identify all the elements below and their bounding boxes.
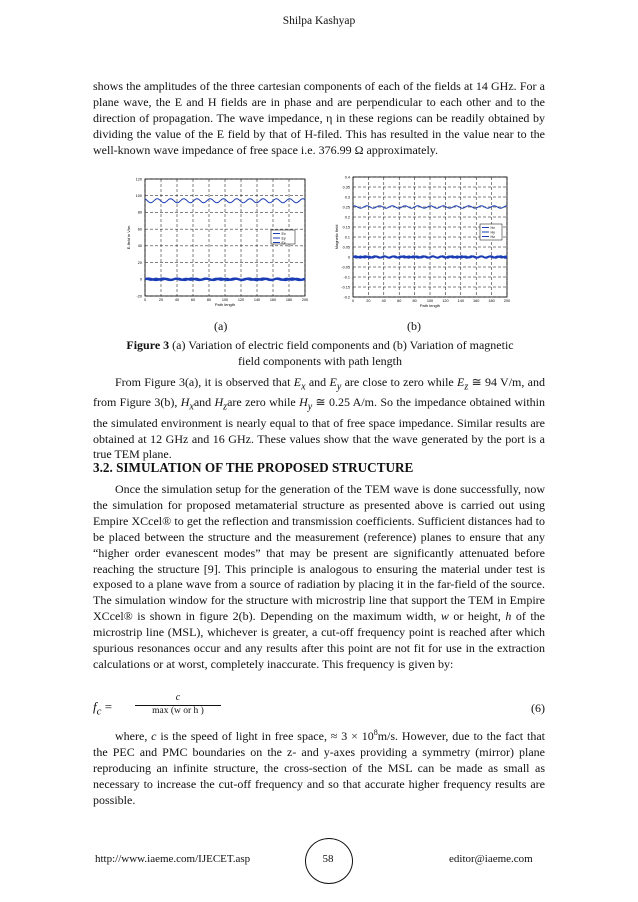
x-tick-label: 0 (351, 299, 355, 303)
x-tick-label: 140 (253, 298, 261, 302)
equation-number: (6) (531, 701, 545, 715)
y-axis-label: Magnetic field (334, 224, 339, 250)
x-tick-label: 160 (269, 298, 277, 302)
chart-a (113, 175, 318, 311)
x-tick-label: 160 (473, 299, 480, 303)
figure-caption (115, 338, 525, 369)
page-number: 58 (322, 853, 334, 865)
y-tick-label: 0.15 (342, 225, 350, 230)
x-tick-label: 180 (285, 298, 293, 302)
footer-url[interactable]: http://www.iaeme.com/IJECET.asp (95, 853, 251, 865)
where-paragraph: where, c is the speed of light in free space, ≈ $3 \times 10^8m/s$. However, due to the fact that the PEC and PMC boundaries on the z- and y-axes providing a symmetry (mirror) plane reproducing an infinite structure, the cross-section of the MSL can be made as small as necessary to increase the cut-off frequency and so that accurate higher frequency results are possible. (93, 728, 545, 807)
x-tick-label: 40 (381, 299, 386, 303)
y-tick-label: 0.1 (344, 235, 350, 240)
y-tick-label: 80 (137, 210, 142, 215)
x-tick-label: 20 (366, 299, 371, 303)
y-tick-label: -0.15 (341, 285, 350, 290)
y-tick-label: 0 (347, 255, 350, 260)
y-tick-label: -0.1 (343, 275, 350, 280)
x-axis-label: Path length (419, 303, 441, 308)
eq-denominator: max (w or h ) (152, 706, 204, 716)
eq-lhs: f (93, 699, 97, 714)
y-tick-label: -20 (136, 294, 142, 299)
equation-6: $f_c$ = c max (w or h ) (6) (93, 692, 545, 718)
legend-entry: Hx (490, 225, 495, 230)
x-tick-label: 140 (457, 299, 464, 303)
x-tick-label: 40 (174, 298, 180, 302)
y-tick-label: 40 (137, 244, 142, 249)
y-tick-label: 120 (135, 177, 142, 182)
x-tick-label: 200 (301, 298, 309, 302)
y-tick-label: 0.3 (344, 195, 350, 200)
legend-entry: Ex (281, 231, 286, 236)
eq-numerator: c (175, 692, 181, 703)
y-tick-label: 100 (135, 194, 142, 199)
x-tick-label: 200 (503, 299, 511, 303)
x-tick-label: 80 (412, 299, 417, 303)
y-tick-label: 0.25 (342, 205, 350, 210)
y-tick-label: 0.2 (344, 215, 350, 220)
x-tick-label: 20 (158, 298, 164, 302)
body-paragraph: Once the simulation setup for the generation of the TEM wave is done successfully, now the simulation for proposed metamaterial structure as presented above is carried out using Empire XCcel® to get the reflection and transmission coefficients. Sufficient distances had to be placed between the structure and the measurement (reference) planes to ensure that any “higher order evanescent modes” that may be present are significantly attenuated before reaching the structure [9]. This principle is analogous to ensuring the material under test is exposed to a plane wave from a source of radiation by placing it in the far-field of the source. The simulation window for the structure with microstrip line that support the TEM in Empire XCcel® is shown in figure 2(b). Depending on the maximum width, w or height, h of the microstrip line (MSL), whichever is greater, a cut-off frequency point is reached after which spurious resonances occur and any results after this point are not fit for use in the extraction calculations or at worst, completely inaccurate. This frequency is given by: (93, 482, 546, 671)
x-tick-label: 100 (426, 299, 434, 303)
y-tick-label: 0.4 (344, 175, 350, 180)
intro-paragraph: shows the amplitudes of the three cartesian components of each of the fields at 14 GHz. For a plane wave, the E and H fields are in phase and are perpendicular to each other and to the direction of propagation. The wave impedance, η in these regions can be readily obtained by dividing the value of the E field by that of H-filed. This has resulted in the value near to the well-known wave impedance of free space i.e. 376.99 Ω approximately. (93, 79, 545, 157)
figure-label-a: (a) (214, 319, 228, 333)
y-tick-label: 0.35 (342, 185, 350, 190)
x-tick-label: 100 (221, 298, 229, 302)
y-tick-label: 0.05 (342, 245, 350, 250)
x-tick-label: 60 (397, 299, 402, 303)
eq-lhs-sub: c (96, 705, 102, 718)
section-heading: 3.2. SIMULATION OF THE PROPOSED STRUCTURE (93, 460, 414, 475)
x-tick-label: 0 (143, 298, 147, 302)
footer-email[interactable]: editor@iaeme.com (449, 853, 533, 865)
figure-label-b: (b) (407, 319, 421, 333)
y-tick-label: 60 (137, 227, 142, 232)
series-line-ey (145, 279, 305, 280)
y-tick-label: 20 (137, 260, 142, 265)
x-tick-label: 120 (442, 299, 449, 303)
legend-entry: Hy (490, 230, 495, 235)
chart-b (333, 173, 518, 311)
y-axis-label: E-field in V/m (126, 225, 131, 250)
figure-caption-text: (a) Variation of electric field components and (b) Variation of magnetic field components with path length (169, 338, 514, 368)
legend-entry: Ez (281, 240, 286, 245)
y-tick-label: 0 (139, 277, 142, 282)
observation-paragraph: From Figure 3(a), it is observed that $E_x$ and $E_y$ are close to zero while $E_z$ ≅ 94 V/m, and from Figure 3(b), $H_xand$ $H_zare$ zero while $H_y$ ≅ 0.25 A/m. So the impedance obtained within the simulated environment is nearly equal to that of free space impedance. Similar results are obtained at 12 GHz and 16 GHz. These values show that the wave generated by the port is a true TEM plane. (93, 375, 546, 462)
x-tick-label: 80 (206, 298, 212, 302)
legend-entry: Ey (281, 236, 286, 241)
x-tick-label: 60 (190, 298, 196, 302)
x-tick-label: 120 (237, 298, 245, 302)
x-tick-label: 180 (488, 299, 495, 303)
figure-caption-label: Figure 3 (126, 338, 170, 352)
x-axis-label: Path length (214, 302, 236, 307)
running-header: Shilpa Kashyap (282, 15, 356, 27)
y-tick-label: -0.2 (343, 295, 350, 300)
legend-entry: Hz (490, 234, 495, 239)
y-tick-label: -0.05 (341, 265, 350, 270)
